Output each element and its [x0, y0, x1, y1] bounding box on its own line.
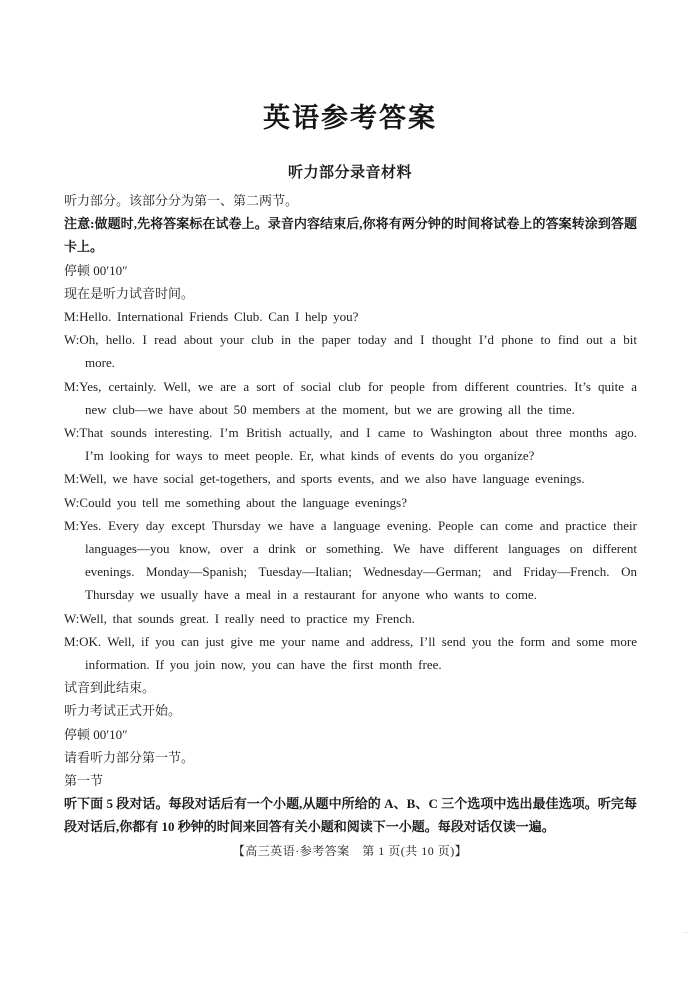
transcript-line: 第一节	[64, 773, 104, 789]
transcript-line: 听力考试正式开始。	[64, 703, 182, 719]
transcript-line: 停顿 00′10″	[64, 726, 128, 742]
transcript-line: W:That sounds interesting. I’m British actually, and I came to Washington about three months ago. I’m looking for ways to meet people. Er, what kinds of events do you organize?	[64, 425, 637, 464]
section-heading: 听力部分录音材料	[287, 164, 412, 181]
page-footer: 【高三英语·参考答案 第 1 页(共 10 页)】	[232, 843, 468, 858]
scan-artifact: ‥	[683, 927, 689, 935]
transcript-line: 听下面 5 段对话。每段对话后有一个小题,从题中所给的 A、B、C 三个选项中选出最佳选项。听完每段对话后,你都有 10 秒钟的时间来回答有关小题和阅读下一小题。每段对话仅读一遍。	[64, 796, 637, 835]
transcript-line: M:OK. Well, if you can just give me your name and address, I’ll send you the form and some more information. If you join now, you can have the first month free.	[64, 633, 637, 673]
transcript-line: 现在是听力试音时间。	[64, 285, 195, 301]
transcript-line: M:Well, we have social get-togethers, and sports events, and we also have language evenings.	[64, 471, 585, 487]
transcript-line: 注意:做题时,先将答案标在试卷上。录音内容结束后,你将有两分钟的时间将试卷上的答案转涂到答题卡上。	[64, 216, 637, 255]
transcript-line: 停顿 00′10″	[64, 262, 128, 278]
transcript-line: 听力部分。该部分分为第一、第二两节。	[64, 193, 299, 208]
transcript-line: 试音到此结束。	[64, 680, 156, 696]
transcript-line: 请看听力部分第一节。	[64, 749, 195, 765]
transcript-line: M:Yes, certainly. Well, we are a sort of social club for people from different countries. It’s quite a new club—we have about 50 members at the moment, but we are growing all the time.	[64, 378, 637, 417]
transcript-line: W:Could you tell me something about the language evenings?	[64, 494, 408, 510]
transcript	[0, 189, 700, 839]
transcript-line: W:Well, that sounds great. I really need to practice my French.	[64, 610, 415, 626]
transcript-line: M:Yes. Every day except Thursday we have a language evening. People can come and practice their languages—you know, over a drink or something. We have different languages on different evenings. Monday—Spanish; Tuesday—Italian; Wednesday—German; and Friday—French. On Thursday we usually have a meal in a restaurant for anyone who wants to come.	[64, 517, 637, 603]
transcript-line: W:Oh, hello. I read about your club in the paper today and I thought I’d phone to find out a bit more.	[64, 332, 637, 371]
transcript-line: M:Hello. International Friends Club. Can I help you?	[64, 309, 359, 325]
page-title: 英语参考答案	[263, 103, 437, 133]
